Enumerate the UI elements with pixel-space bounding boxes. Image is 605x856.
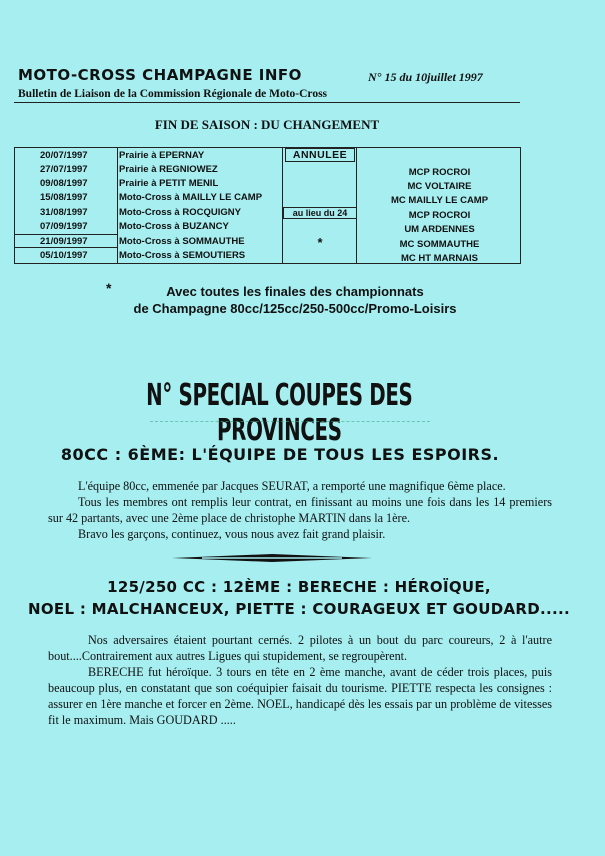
- race-club: MC MAILLY LE CAMP: [390, 195, 489, 206]
- heading-line: 125/250 CC : 12ÈME : BERECHE : HÉROÏQUE,: [107, 578, 491, 596]
- race-date: 27/07/1997: [40, 164, 88, 175]
- race-location: Moto-Cross à ROCQUIGNY: [119, 207, 241, 218]
- issue-number: N° 15 du 10juillet 1997: [368, 70, 483, 84]
- section-divider: [172, 553, 372, 563]
- section-80cc-heading: 80CC : 6ÈME: L'ÉQUIPE DE TOUS LES ESPOIRS.: [60, 445, 500, 464]
- race-date: 31/08/1997: [40, 207, 88, 218]
- table-row: [15, 220, 520, 235]
- date-change-note: au lieu du 24: [283, 207, 357, 219]
- race-location: Prairie à REGNIOWEZ: [119, 164, 218, 175]
- race-date: 09/08/1997: [40, 178, 88, 189]
- race-club: MC SOMMAUTHE: [399, 239, 480, 250]
- race-date: 15/08/1997: [40, 192, 88, 203]
- season-title: FIN DE SAISON : DU CHANGEMENT: [154, 117, 380, 132]
- heading-line: NOEL : MALCHANCEUX, PIETTE : COURAGEUX ET GOUDARD.....: [28, 600, 570, 618]
- race-club: MC HT MARNAIS: [400, 253, 479, 264]
- section-125cc-heading: [0, 576, 598, 620]
- section-80cc-text: [48, 478, 552, 542]
- race-location: Moto-Cross à BUZANCY: [119, 221, 229, 232]
- race-location: Moto-Cross à MAILLY LE CAMP: [119, 192, 263, 203]
- title-shadow-decoration: [150, 421, 430, 422]
- cancelled-badge: ANNULEE: [285, 148, 355, 162]
- finals-line: Avec toutes les finales des championnats: [166, 284, 424, 299]
- finals-line: de Champagne 80cc/125cc/250-500cc/Promo-Loisirs: [133, 301, 457, 316]
- race-club: MC VOLTAIRE: [407, 181, 472, 192]
- race-club: MCP ROCROI: [408, 210, 471, 221]
- race-location: Prairie à PETIT MENIL: [119, 178, 219, 189]
- schedule-table: [14, 147, 521, 264]
- race-date: 05/10/1997: [40, 250, 88, 261]
- paragraph: Bravo les garçons, continuez, vous nous avez fait grand plaisir.: [78, 527, 386, 541]
- race-date: 21/09/1997: [40, 236, 88, 247]
- race-date: 07/09/1997: [40, 221, 88, 232]
- race-location: Moto-Cross à SOMMAUTHE: [119, 236, 245, 247]
- masthead-subtitle: Bulletin de Liaison de la Commission Régionale de Moto-Cross: [18, 88, 328, 100]
- finals-star: *: [106, 280, 112, 296]
- section-125cc-text: [48, 632, 552, 728]
- finals-asterisk: *: [317, 235, 323, 250]
- table-row: [15, 149, 520, 164]
- race-club: UM ARDENNES: [404, 224, 475, 235]
- paragraph: Tous les membres ont remplis leur contrat, en finissant au moins une fois dans les 14 premiers sur 42 partants, avec une 2ème place de christophe MARTIN dans la 1ère.: [48, 495, 552, 525]
- table-row: [15, 177, 520, 192]
- paragraph: Nos adversaires étaient pourtant cernés. 2 pilotes à un bout du parc coureurs, 2 à l'autre bout....Contrairement aux autres Ligues qui stupidement, se regroupèrent.: [48, 633, 552, 663]
- paragraph: BERECHE fut héroïque. 3 tours en tête en 2 ème manche, avant de céder trois places, puis beaucoup plus, en constatant que son coéquipier faisait du tourisme. PIETTE respecta les consignes : assurer en 1ère manche et forcer en 2ème. NOEL, handicapé dès les essais par un problème de vitesses fit le maximum. Mais GOUDARD .....: [48, 665, 552, 727]
- paragraph: L'équipe 80cc, emmenée par Jacques SEURAT, a remporté une magnifique 6ème place.: [78, 479, 506, 493]
- table-row: [15, 249, 520, 264]
- table-row: [15, 235, 520, 250]
- table-row: [15, 163, 520, 178]
- race-location: Moto-Cross à SEMOUTIERS: [119, 250, 246, 261]
- header-rule: [14, 102, 520, 103]
- table-row: [15, 206, 520, 221]
- race-club: MCP ROCROI: [408, 167, 471, 178]
- masthead-title: MOTO-CROSS CHAMPAGNE INFO: [18, 66, 302, 84]
- race-location: Prairie à EPERNAY: [119, 150, 205, 161]
- finals-note: [110, 283, 480, 317]
- table-row: [15, 191, 520, 206]
- special-title: N° SPECIAL COUPES DES PROVINCES: [146, 378, 413, 448]
- race-date: 20/07/1997: [40, 150, 88, 161]
